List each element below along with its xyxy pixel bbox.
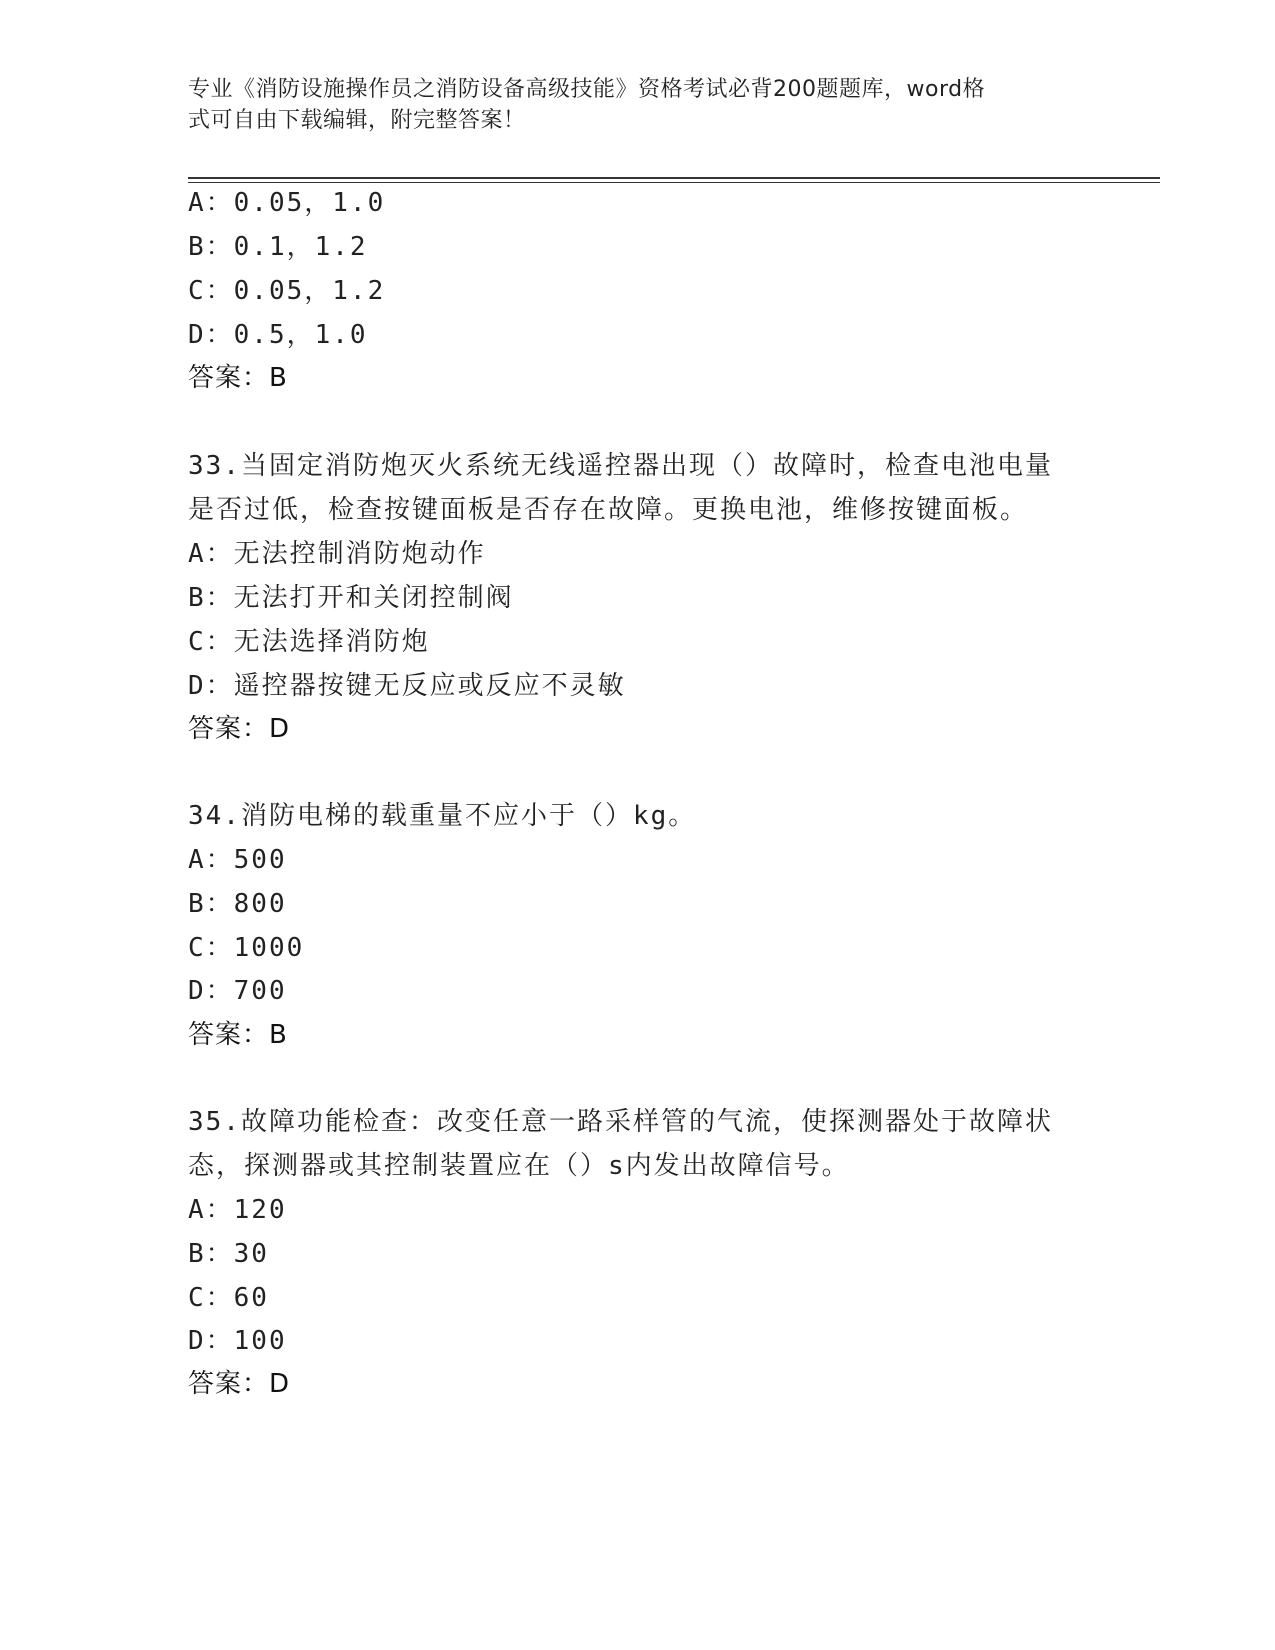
option-c: C：60	[188, 1283, 269, 1313]
question-stem-line-2: 是否过低，检查按键面板是否存在故障。更换电池，维修按键面板。	[188, 495, 1029, 525]
answer: 答案：B	[188, 363, 288, 393]
document-header	[188, 74, 1068, 136]
question-stem-line-1: 35.故障功能检查：改变任意一路采样管的气流，使探测器处于故障状	[188, 1107, 1053, 1137]
header-divider-thin	[188, 182, 1160, 183]
option-d: D：遥控器按键无反应或反应不灵敏	[188, 671, 626, 701]
answer: 答案：D	[188, 1369, 291, 1399]
header-divider-thick	[188, 177, 1160, 179]
option-d: D：0.5，1.0	[188, 320, 368, 350]
question-stem-line-1: 34.消防电梯的载重量不应小于（）kg。	[188, 801, 697, 831]
option-c: C：无法选择消防炮	[188, 627, 430, 657]
option-a: A：0.05，1.0	[188, 188, 386, 218]
option-a: A：120	[188, 1195, 287, 1225]
option-c: C：0.05，1.2	[188, 276, 386, 306]
answer: 答案：D	[188, 714, 291, 744]
question-stem-line-1: 33.当固定消防炮灭火系统无线遥控器出现（）故障时，检查电池电量	[188, 451, 1053, 481]
option-b: B：30	[188, 1239, 269, 1269]
option-c: C：1000	[188, 933, 305, 963]
answer: 答案：B	[188, 1020, 288, 1050]
header-line-1: 专业《消防设施操作员之消防设备高级技能》资格考试必背200题题库，word格	[188, 77, 986, 102]
header-line-2: 式可自由下载编辑，附完整答案！	[188, 108, 526, 133]
option-b: B：无法打开和关闭控制阀	[188, 583, 514, 613]
option-b: B：0.1，1.2	[188, 232, 368, 262]
option-d: D：700	[188, 976, 287, 1006]
option-a: A：无法控制消防炮动作	[188, 539, 486, 569]
question-stem-line-2: 态，探测器或其控制装置应在（）s内发出故障信号。	[188, 1151, 850, 1181]
option-d: D：100	[188, 1326, 287, 1356]
option-b: B：800	[188, 889, 287, 919]
option-a: A：500	[188, 845, 287, 875]
